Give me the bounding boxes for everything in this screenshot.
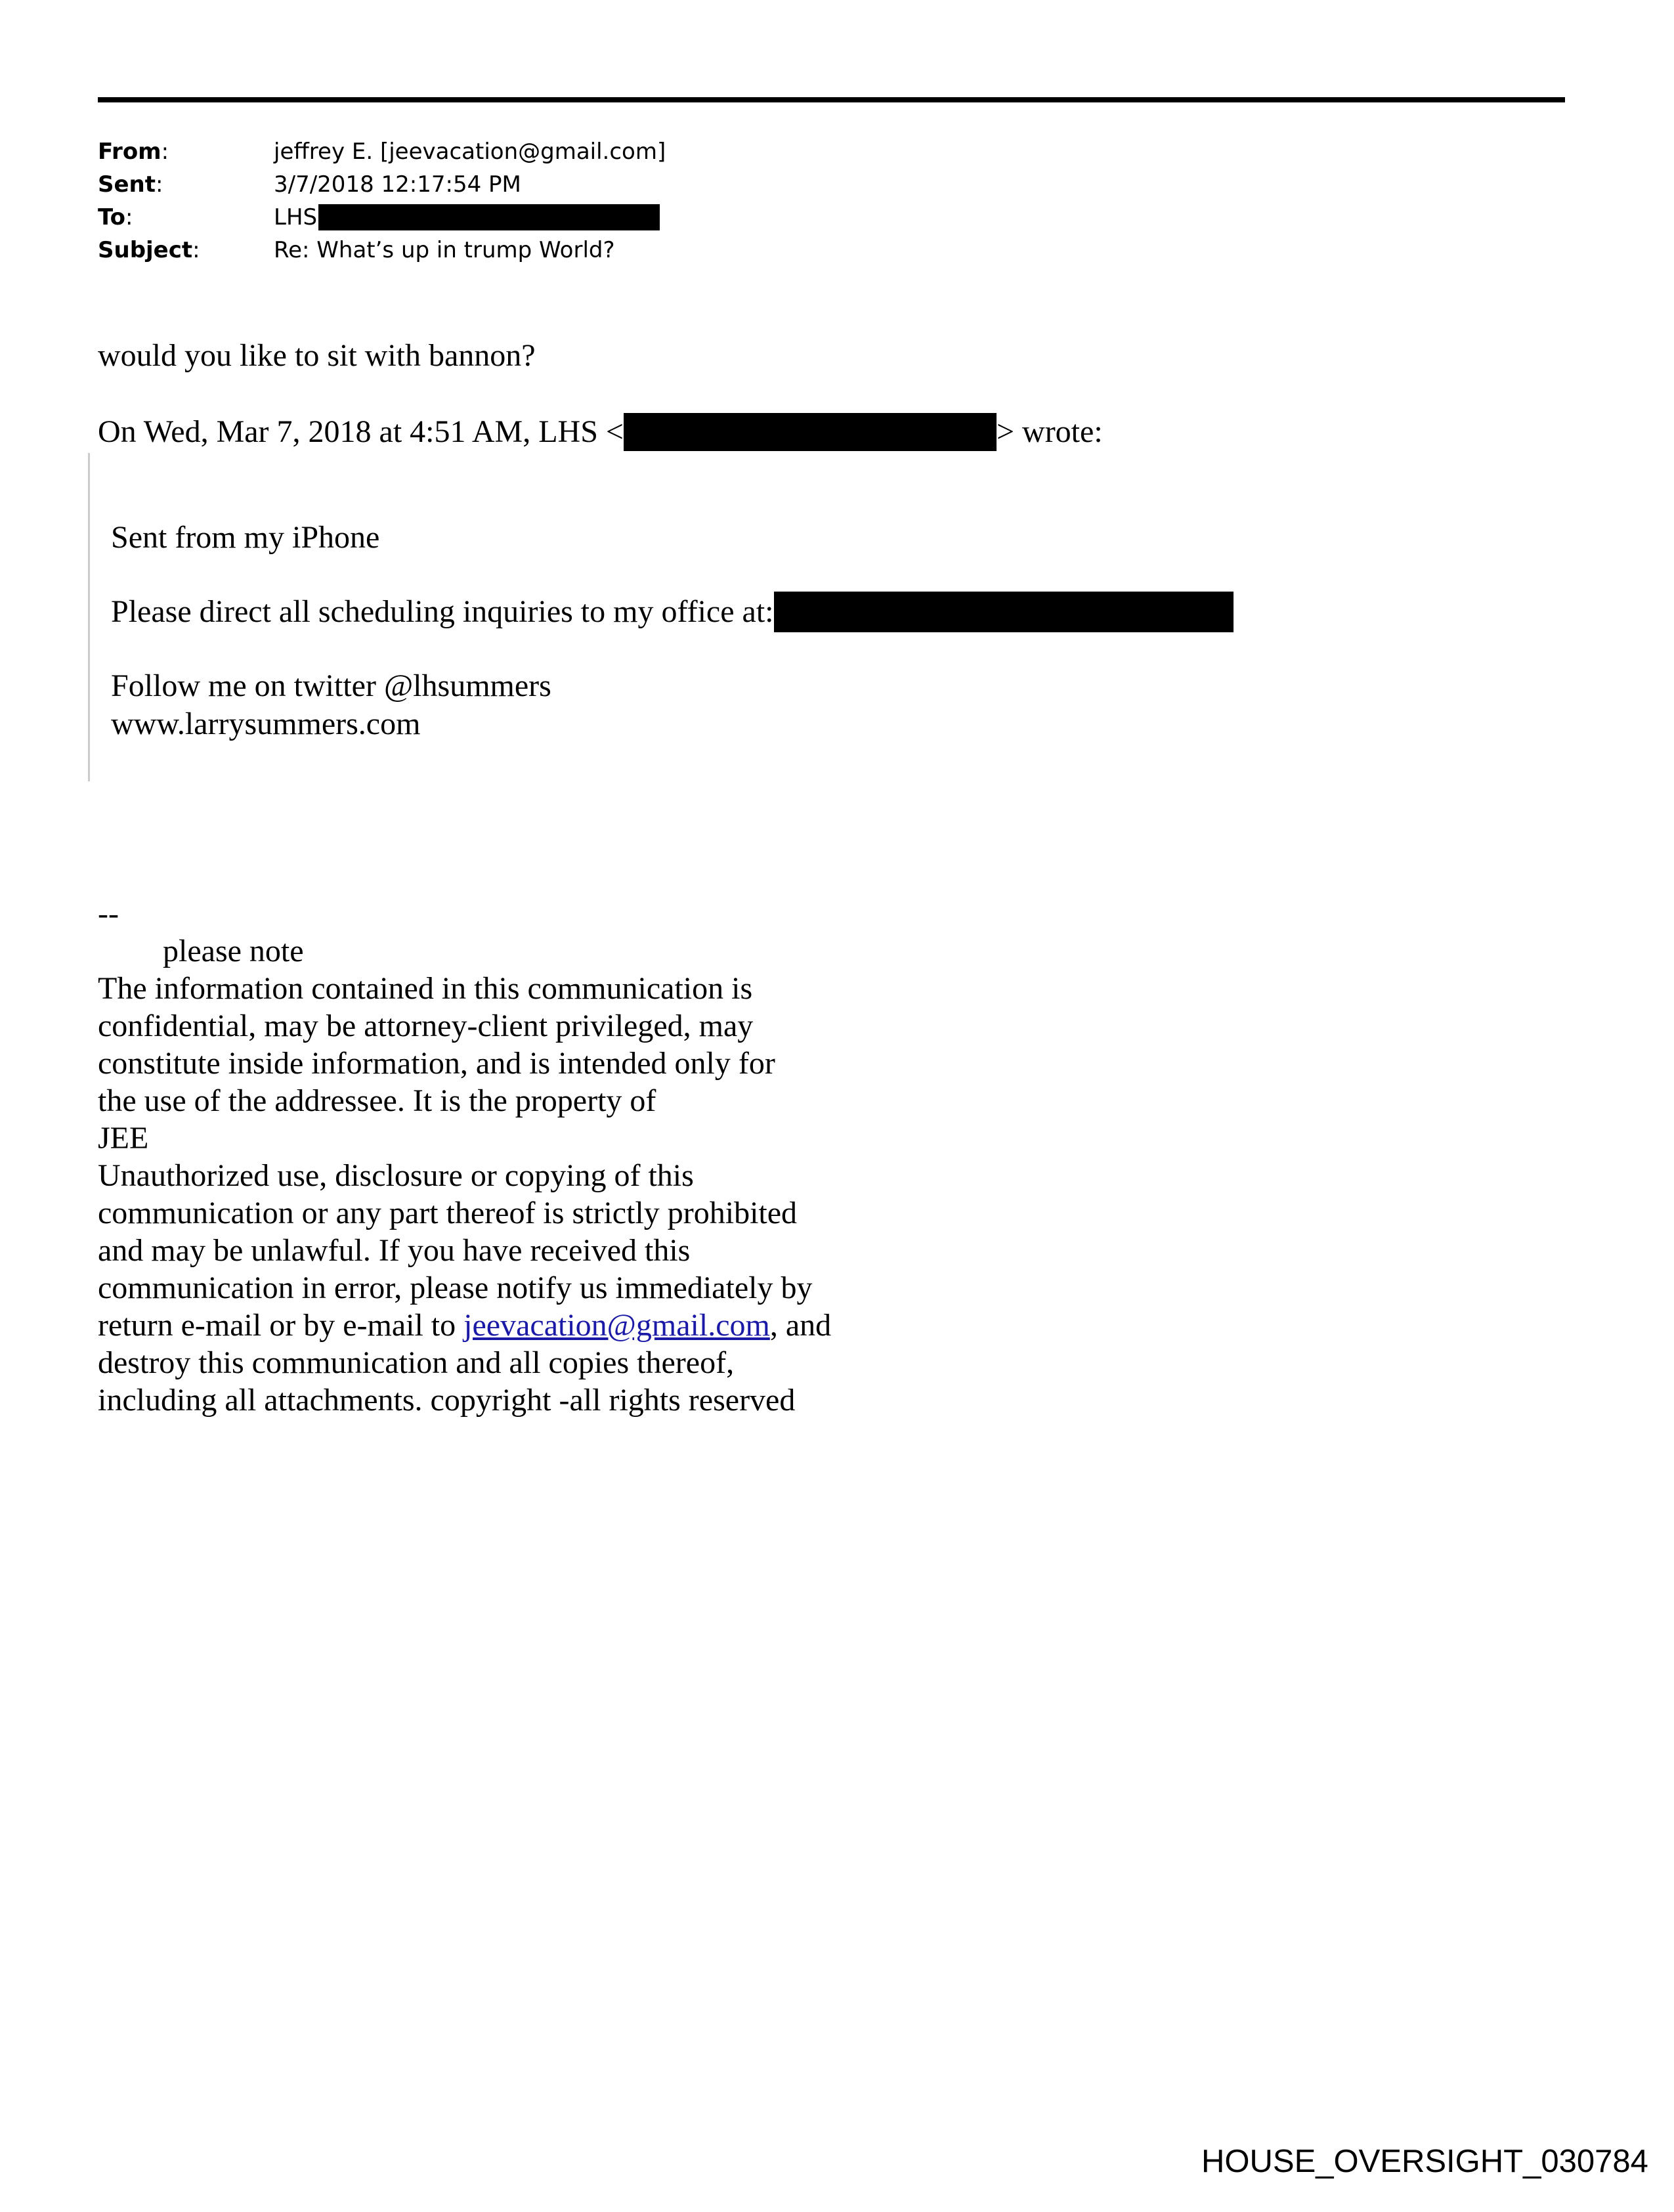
footer-separator: -- [98,896,119,931]
quoted-scheduling: Please direct all scheduling inquiries to my office at: [111,593,1234,631]
header-divider [98,97,1565,102]
confidentiality-footer [98,895,831,1419]
footer-return-line: return e-mail or by e-mail to jeevacation@gmail.com, and [98,1308,832,1343]
quote-attribution: On Wed, Mar 7, 2018 at 4:51 AM, LHS < > wrote: [98,412,1103,454]
to-value: LHS [274,201,660,234]
footer-line: the use of the addressee. It is the property of [98,1083,656,1118]
redaction-box [624,413,997,451]
footer-line: Unauthorized use, disclosure or copying of this [98,1158,694,1193]
footer-line: destroy this communication and all copies thereof, [98,1345,735,1380]
footer-line: confidential, may be attorney-client privileged, may [98,1008,754,1043]
from-value: jeffrey E. [jeevacation@gmail.com] [274,139,666,165]
quoted-twitter: Follow me on twitter @lhsummers [111,668,551,703]
footer-line: communication in error, please notify us immediately by [98,1270,813,1305]
footer-line: communication or any part thereof is strictly prohibited [98,1196,798,1230]
footer-line: The information contained in this communication is [98,971,753,1006]
redaction-box [774,592,1234,632]
footer-note: please note [163,934,304,968]
quoted-sent-from: Sent from my iPhone [111,520,380,555]
quoted-website: www.larrysummers.com [111,706,421,741]
footer-line: and may be unlawful. If you have received this [98,1233,691,1268]
to-label: To: [98,204,133,230]
quoted-message [111,519,1234,743]
sent-value: 3/7/2018 12:17:54 PM [274,171,521,198]
from-label: From: [98,139,169,165]
footer-line: constitute inside information, and is intended only for [98,1046,775,1081]
subject-value: Re: What’s up in trump World? [274,237,615,263]
email-link[interactable]: jeevacation@gmail.com [463,1308,770,1343]
footer-line: JEE [98,1121,149,1156]
quote-bar [88,453,90,781]
sent-label: Sent: [98,171,163,198]
footer-line: including all attachments. copyright -all rights reserved [98,1383,796,1418]
subject-label: Subject: [98,237,200,263]
redaction-box [318,204,660,230]
bates-number: HOUSE_OVERSIGHT_030784 [1201,2144,1648,2179]
reply-body: would you like to sit with bannon? [98,338,536,373]
